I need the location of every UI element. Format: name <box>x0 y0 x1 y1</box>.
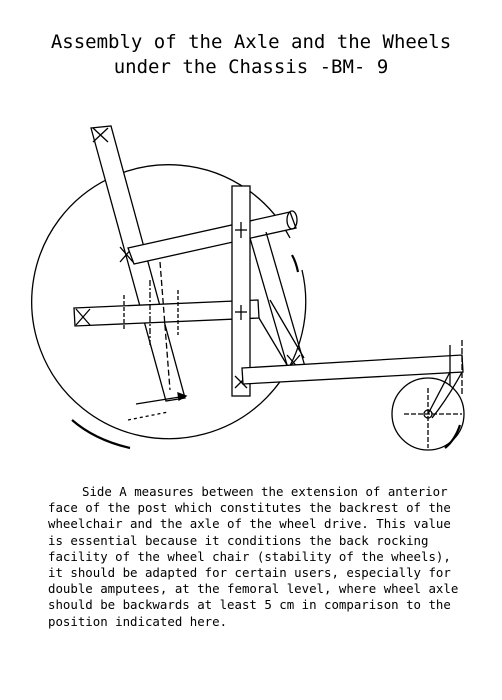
caption-line: position indicated here. <box>48 613 228 629</box>
caption-line: Side A measures between the extension of anterior <box>82 484 448 499</box>
upper-tube <box>128 211 297 264</box>
caption-line: is essential because it conditions the back rocking <box>48 532 429 548</box>
caption-line: it should be adapted for certain users, especially for <box>48 565 451 581</box>
caption-line: facility of the wheel chair (stability of the wheels), <box>48 548 451 564</box>
caption-text <box>48 484 488 630</box>
caster-wheel <box>392 372 464 450</box>
title-line-1: Assembly of the Axle and the Wheels <box>50 31 452 53</box>
caption-line: face of the post which constitutes the backrest of the <box>48 500 451 516</box>
title-line-2: under the Chassis -BM- 9 <box>113 56 389 78</box>
vertical-post <box>232 186 250 396</box>
caption-line: should be backwards at least 5 cm in comparison to the <box>48 597 451 613</box>
caption-line: wheelchair and the axle of the wheel drive. This value <box>48 516 451 532</box>
caption-line: double amputees, at the femoral level, where wheel axle <box>48 581 459 597</box>
